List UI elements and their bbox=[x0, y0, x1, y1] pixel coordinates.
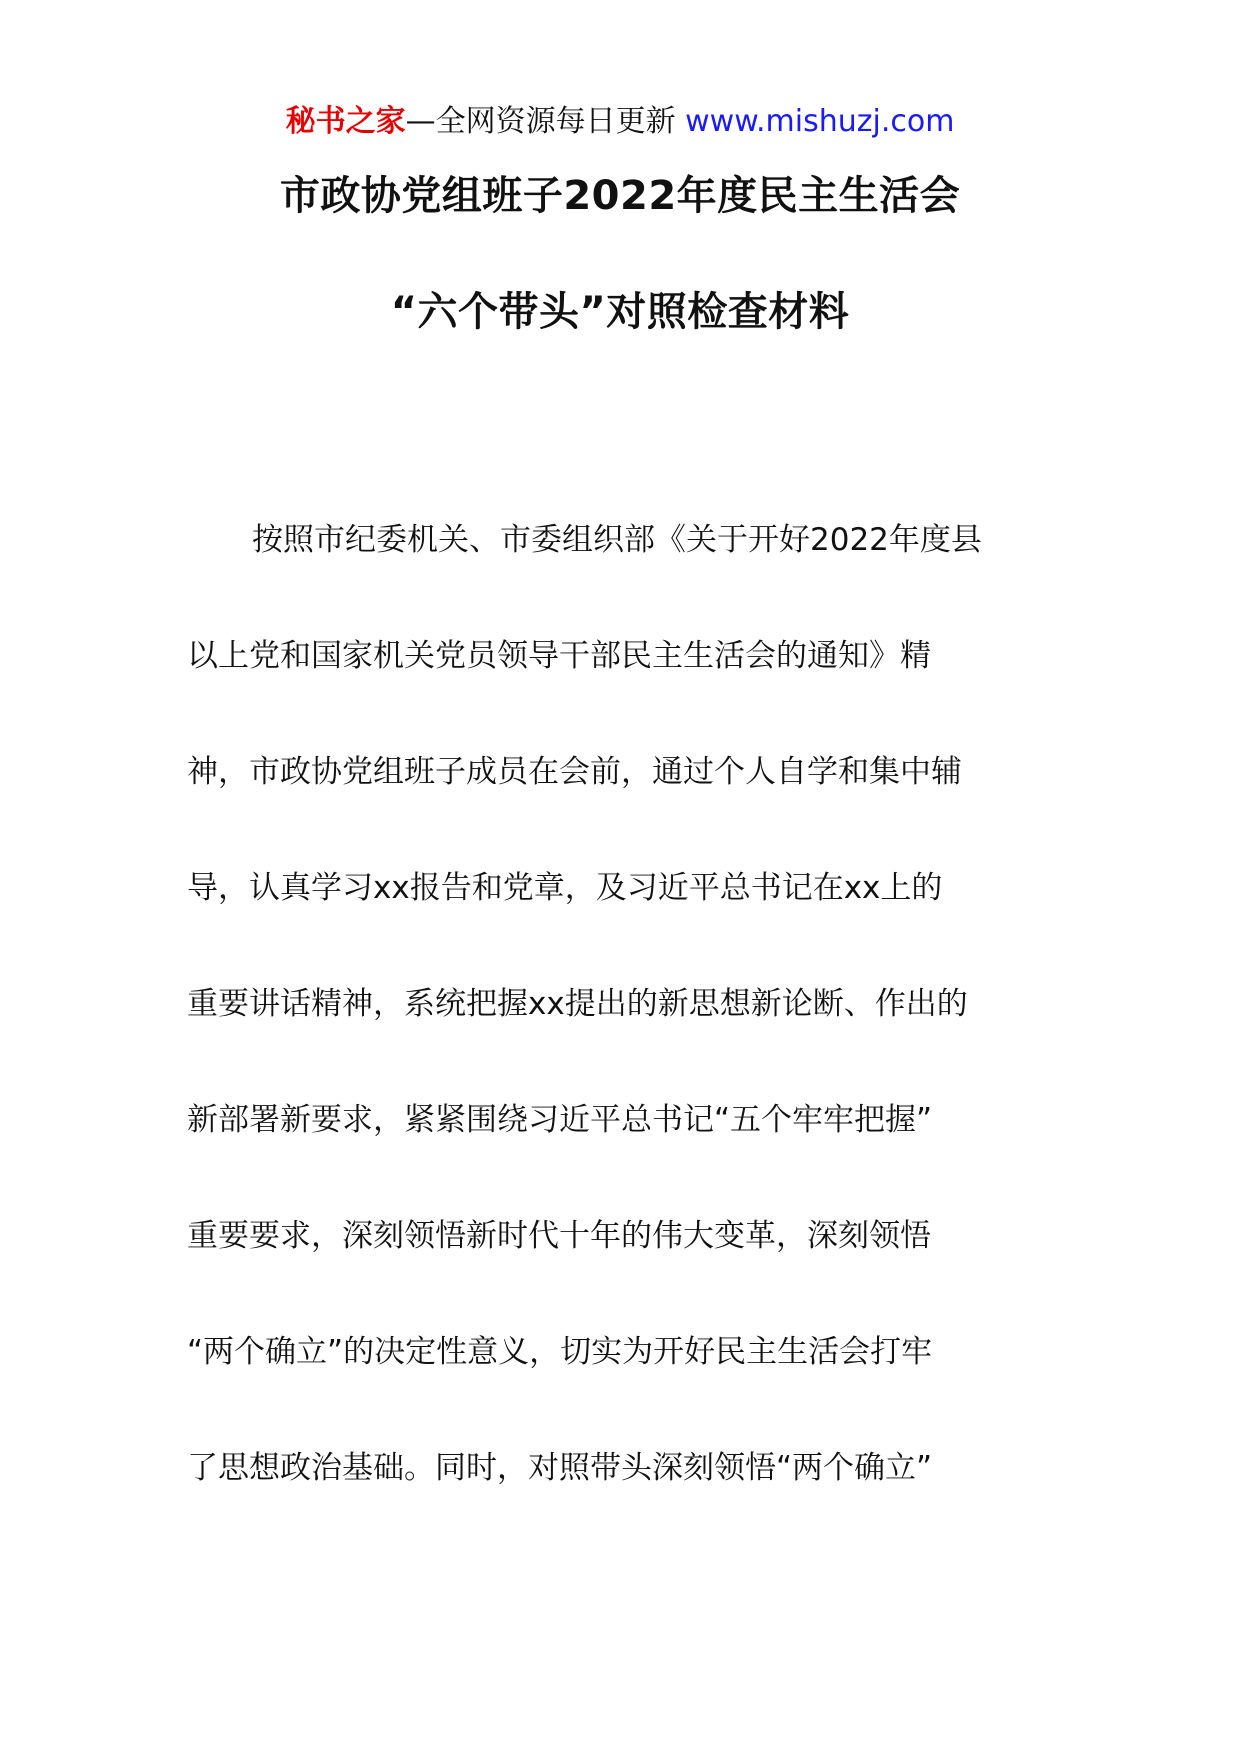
body-text-line: 神，市政协党组班子成员在会前，通过个人自学和集中辅 bbox=[187, 754, 962, 790]
site-header bbox=[0, 102, 1240, 142]
site-url-link[interactable]: www.mishuzj.com bbox=[685, 104, 955, 139]
body-text-line: “两个确立”的决定性意义，切实为开好民主生活会打牢 bbox=[187, 1334, 933, 1370]
body-text-line: 以上党和国家机关党员领导干部民主生活会的通知》精 bbox=[187, 638, 931, 674]
document-title-line-2: “六个带头”对照检查材料 bbox=[390, 289, 850, 335]
header-tagline: —全网资源每日更新 bbox=[405, 104, 676, 139]
body-text-line: 新部署新要求，紧紧围绕习近平总书记“五个牢牢把握” bbox=[187, 1102, 933, 1138]
body-text-line: 按照市纪委机关、市委组织部《关于开好2022年度县 bbox=[252, 522, 982, 558]
document-title-line-1: 市政协党组班子2022年度民主生活会 bbox=[279, 173, 961, 219]
brand-name: 秘书之家 bbox=[285, 104, 406, 139]
body-text-line: 重要讲话精神，系统把握xx提出的新思想新论断、作出的 bbox=[187, 986, 968, 1022]
body-text-line: 导，认真学习xx报告和党章，及习近平总书记在xx上的 bbox=[187, 870, 943, 906]
body-text-line: 了思想政治基础。同时，对照带头深刻领悟“两个确立” bbox=[187, 1450, 933, 1486]
body-text-line: 重要要求，深刻领悟新时代十年的伟大变革，深刻领悟 bbox=[187, 1218, 931, 1254]
